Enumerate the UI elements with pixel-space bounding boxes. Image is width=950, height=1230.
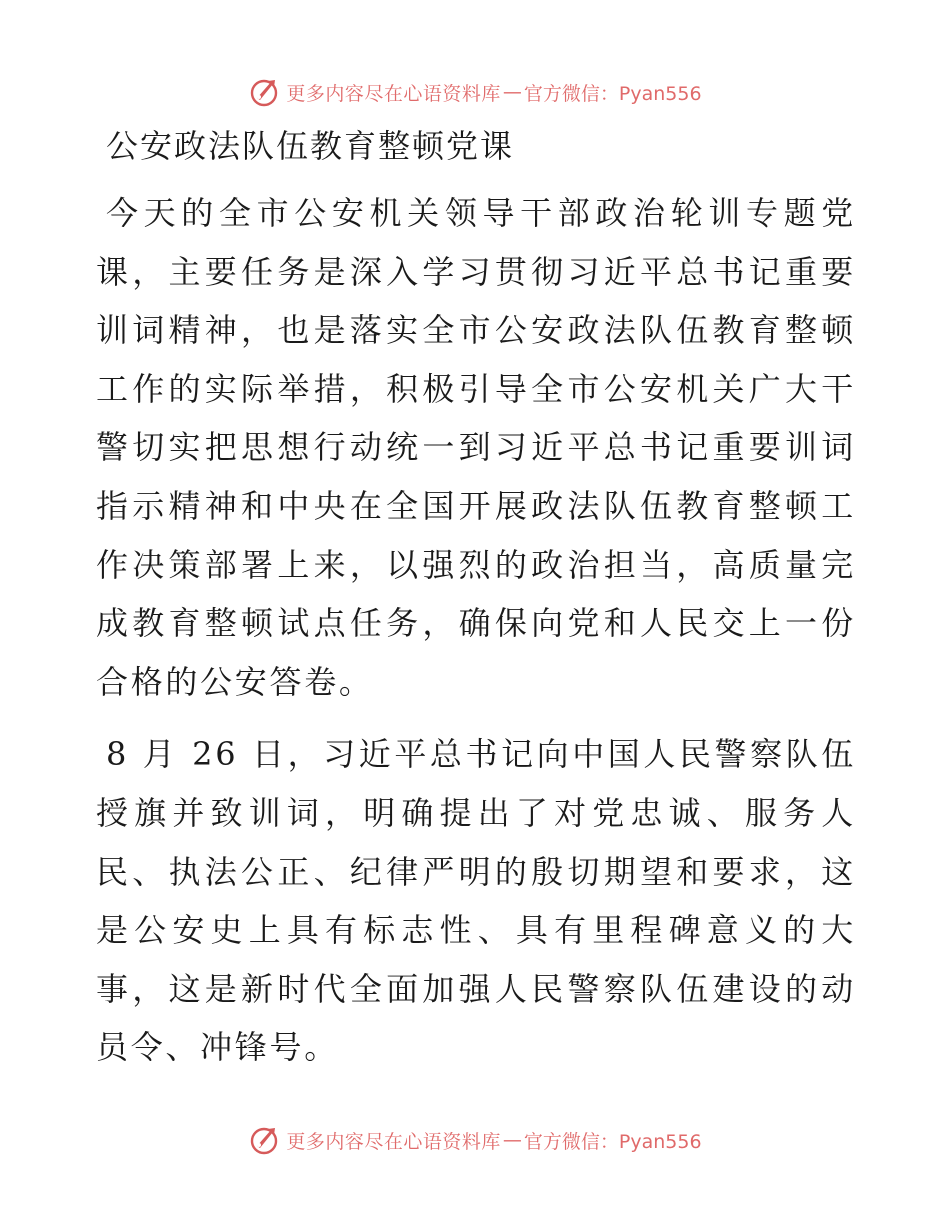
document-body: [96, 120, 856, 1091]
banner-wechat: 官方微信：Pyan556: [523, 1130, 702, 1153]
quill-logo-icon: [248, 76, 280, 108]
document-title: 公安政法队伍教育整顿党课: [106, 127, 515, 165]
header-banner: [0, 70, 950, 114]
banner-text: 更多内容尽在心语资料库: [286, 1130, 501, 1153]
footer-banner: [0, 1118, 950, 1162]
banner-wechat: 官方微信：Pyan556: [523, 82, 702, 105]
paragraph: 8 月 26 日，习近平总书记向中国人民警察队伍授旗并致训词，明确提出了对党忠诚、服务人民、执法公正、纪律严明的殷切期望和要求，这是公安史上具有标志性、具有里程碑意义的大事，这是新时代全面加强人民警察队伍建设的动员令、冲锋号。: [96, 735, 856, 1067]
banner-separator: —: [502, 81, 522, 103]
banner-separator: —: [502, 1129, 522, 1151]
paragraph: 今天的全市公安机关领导干部政治轮训专题党课，主要任务是深入学习贯彻习近平总书记重要训词精神，也是落实全市公安政法队伍教育整顿工作的实际举措，积极引导全市公安机关广大干警切实把思想行动统一到习近平总书记重要训词指示精神和中央在全国开展政法队伍教育整顿工作决策部署上来，以强烈的政治担当，高质量完成教育整顿试点任务，确保向党和人民交上一份合格的公安答卷。: [96, 194, 856, 701]
banner-text: 更多内容尽在心语资料库: [286, 82, 501, 105]
quill-logo-icon: [248, 1124, 280, 1156]
